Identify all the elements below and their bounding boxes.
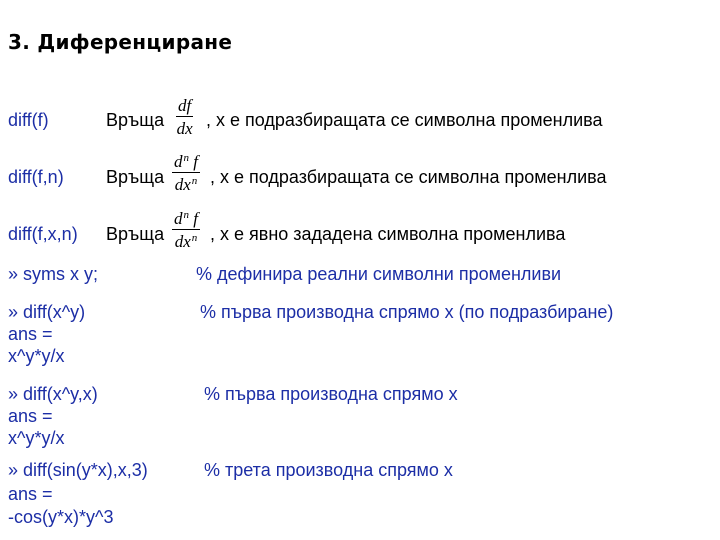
code-line: » diff(x^y,x) [8, 384, 98, 404]
code-line: -cos(y*x)*y^3 [8, 507, 114, 527]
code-line: ans = [8, 406, 53, 426]
function-call: diff(f) [8, 110, 49, 130]
function-verb: Връща [106, 224, 165, 244]
fraction-order: n [191, 232, 198, 244]
fraction-order: n [183, 209, 189, 221]
function-verb: Връща [106, 110, 165, 130]
function-description: , x е подразбиращата се символна променлива [206, 110, 603, 130]
slide-title: 3. Диференциране [8, 30, 233, 54]
fraction-order: n [183, 152, 189, 164]
function-description: , x е подразбиращата се символна променлива [210, 167, 607, 187]
function-call: diff(f,n) [8, 167, 64, 187]
code-line: x^y*y/x [8, 428, 65, 448]
fraction-numerator: d [174, 209, 183, 228]
fraction-order: n [191, 175, 198, 187]
fraction-numerator: d [174, 152, 183, 171]
fraction-denominator: dx [174, 175, 191, 194]
code-line: » syms x y; [8, 264, 99, 284]
derivative-fraction: $d^n$ f $dx^n$ [174, 209, 198, 251]
fraction-numerator: df [178, 96, 192, 115]
code-comment: % първа производна спрямо x (по подразбиране) [200, 302, 614, 322]
code-comment: % дефинира реални символни променливи [196, 264, 562, 284]
code-line: » diff(x^y) [8, 302, 86, 322]
code-line: ans = [8, 324, 53, 344]
fraction-denominator: dx [176, 119, 193, 138]
derivative-fraction: $d^n$ f $dx^n$ [174, 152, 198, 194]
code-comment: % първа производна спрямо x [204, 384, 458, 404]
function-verb: Връща [106, 167, 165, 187]
code-line: x^y*y/x [8, 346, 65, 366]
code-comment: % трета производна спрямо x [204, 460, 453, 480]
code-line: ans = [8, 484, 53, 504]
code-line: » diff(sin(y*x),x,3) [8, 460, 148, 480]
fraction-denominator: dx [174, 232, 191, 251]
function-description: , x е явно зададена символна променлива [210, 224, 566, 244]
derivative-fraction [176, 97, 193, 137]
function-call: diff(f,x,n) [8, 224, 78, 244]
